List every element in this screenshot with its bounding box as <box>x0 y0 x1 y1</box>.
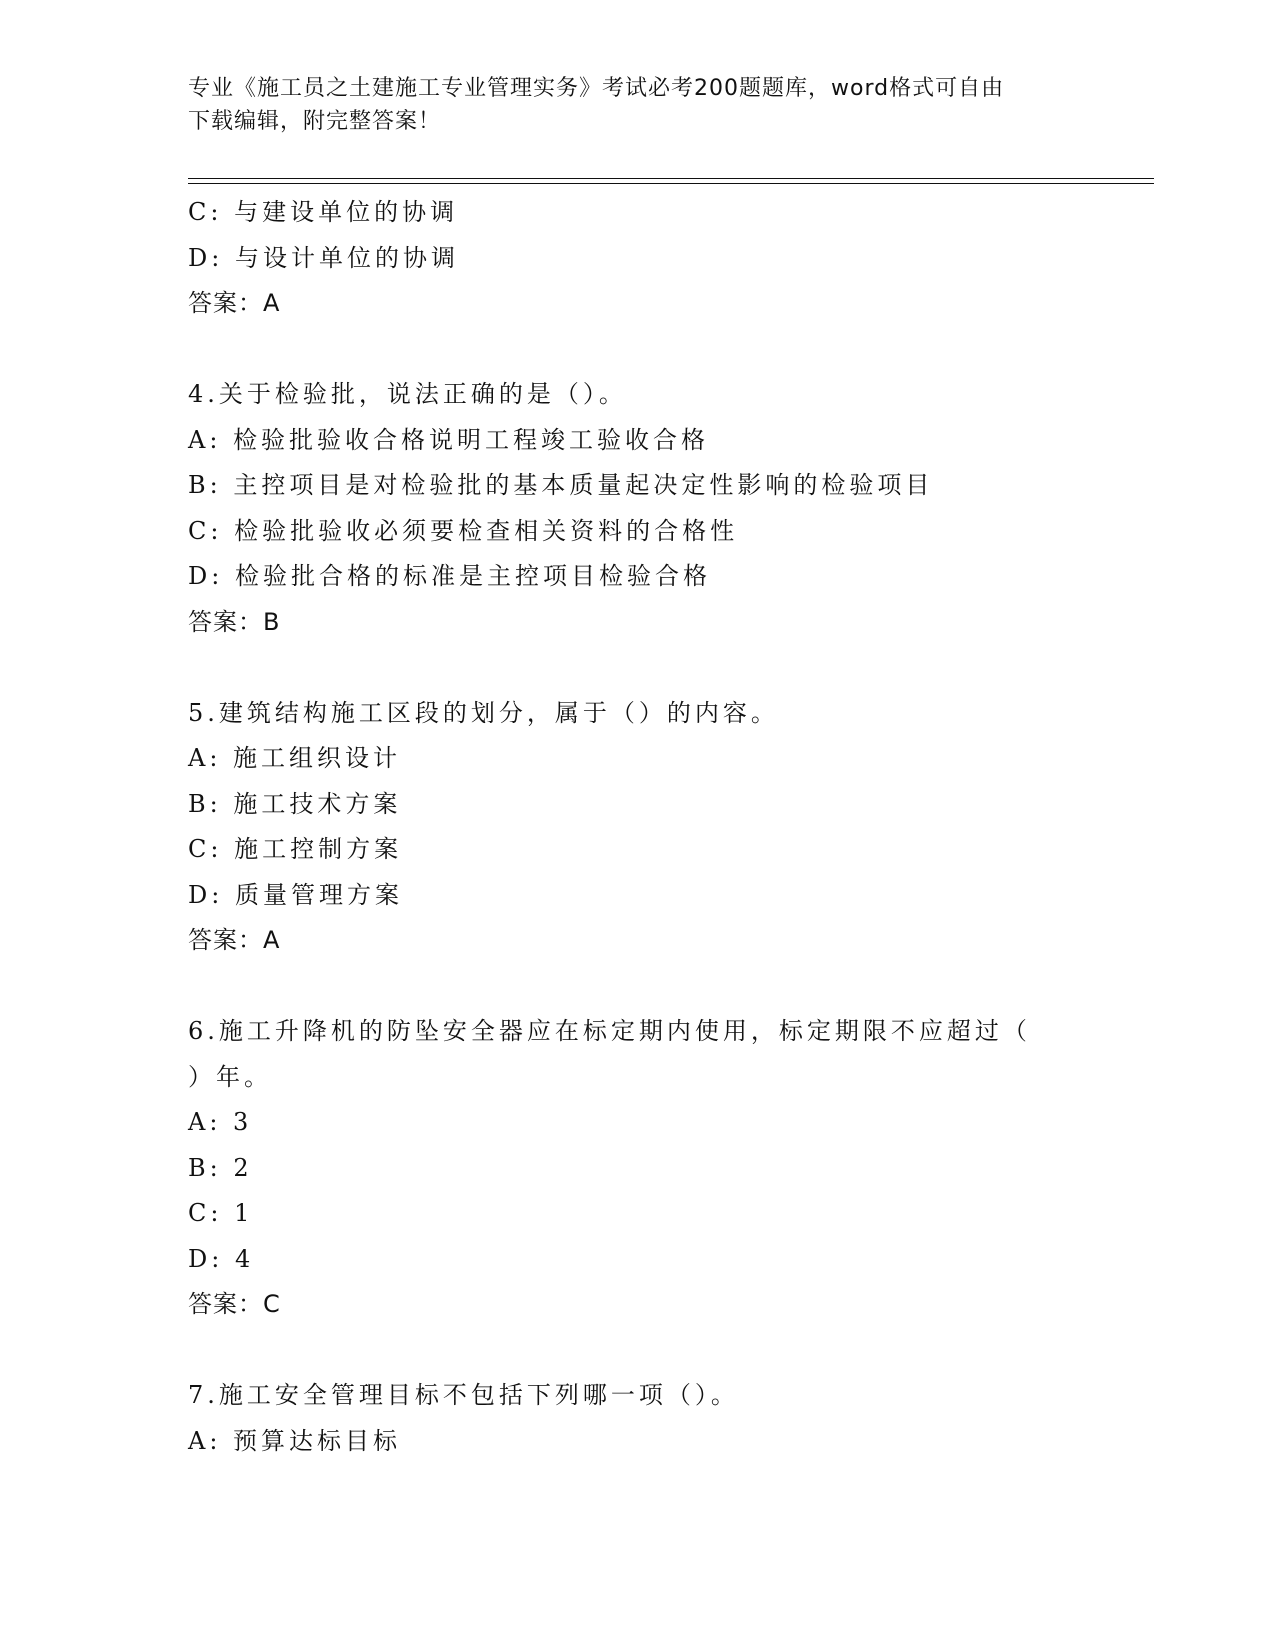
option-c: C: 施工控制方案 <box>188 835 403 863</box>
answer: 答案：A <box>188 926 281 954</box>
option-b: B: 施工技术方案 <box>188 789 402 818</box>
option-c: C: 与建设单位的协调 <box>188 198 459 226</box>
spacer <box>188 964 1088 1010</box>
option-a: A: 检验批验收合格说明工程竣工验收合格 <box>188 425 710 454</box>
header-line-1: 专业《施工员之土建施工专业管理实务》考试必考200题题库，word格式可自由 <box>188 76 1005 101</box>
spacer <box>188 1328 1088 1374</box>
question-6-text-cont: ）年。 <box>188 1062 272 1091</box>
answer: 答案：B <box>188 607 281 636</box>
option-d: D: 检验批合格的标准是主控项目检验合格 <box>188 562 711 590</box>
option-a: A: 施工组织设计 <box>188 744 402 772</box>
option-b: B: 主控项目是对检验批的基本质量起决定性影响的检验项目 <box>188 471 934 499</box>
question-7-text: 7.施工安全管理目标不包括下列哪一项（）。 <box>188 1381 739 1409</box>
option-d: D: 质量管理方案 <box>188 880 403 909</box>
answer: 答案：C <box>188 1290 281 1318</box>
header-divider-bottom <box>188 183 1154 184</box>
option-b: B: 2 <box>188 1153 253 1182</box>
header-line-2: 下载编辑，附完整答案！ <box>188 109 442 134</box>
question-6-text: 6.施工升降机的防坠安全器应在标定期内使用，标定期限不应超过（ <box>188 1017 1031 1045</box>
option-d: D: 与设计单位的协调 <box>188 243 459 272</box>
document-header <box>188 72 1068 138</box>
answer: 答案：A <box>188 289 281 317</box>
question-4-text: 4.关于检验批，说法正确的是（）。 <box>188 380 627 408</box>
option-a: A: 预算达标目标 <box>188 1426 402 1455</box>
option-c: C: 1 <box>188 1199 254 1227</box>
question-5-text: 5.建筑结构施工区段的划分，属于（）的内容。 <box>188 698 779 727</box>
option-d: D: 4 <box>188 1244 255 1273</box>
header-divider-top <box>188 178 1154 179</box>
option-c: C: 检验批验收必须要检查相关资料的合格性 <box>188 516 739 545</box>
question-list <box>188 190 1088 1464</box>
spacer <box>188 645 1088 691</box>
spacer <box>188 327 1088 373</box>
option-a: A: 3 <box>188 1108 253 1136</box>
